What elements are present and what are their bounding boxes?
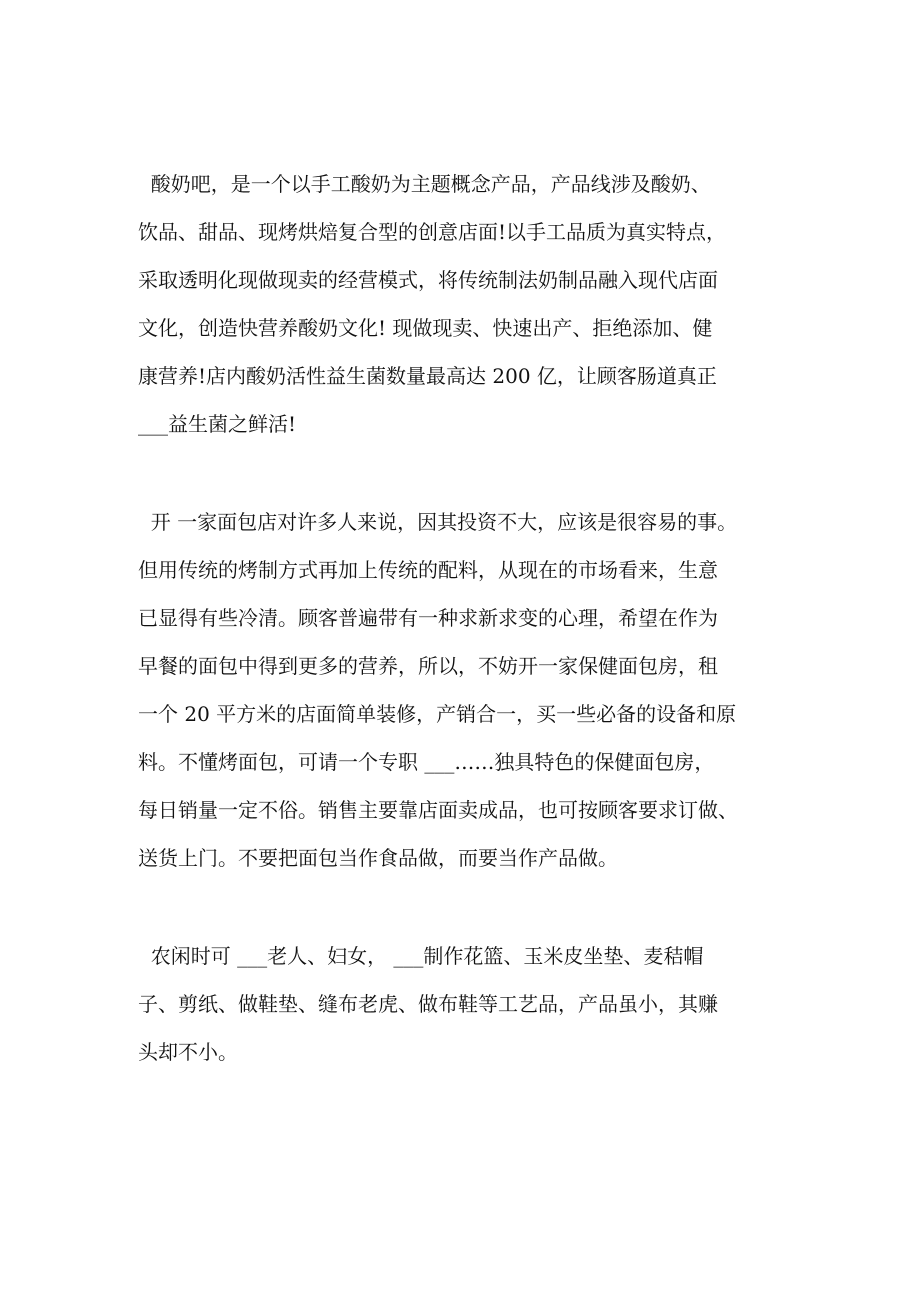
- paragraph-2-line-5: 一个 20 平方米的店面简单装修，产销合一，买一些必备的设备和原: [138, 702, 737, 726]
- paragraph-3-line-2: 子、剪纸、做鞋垫、缝布老虎、做布鞋等工艺品，产品虽小，其赚: [138, 992, 718, 1016]
- paragraph-3-line-3: 头却不小。: [138, 1040, 238, 1064]
- paragraph-2-line-1: 开 一家面包店对许多人来说，因其投资不大，应该是很容易的事。: [138, 510, 738, 534]
- paragraph-3-line-1: 农闲时可 ___老人、妇女， ___制作花篮、玉米皮坐垫、麦秸帽: [138, 944, 704, 968]
- paragraph-2-line-8: 送货上门。不要把面包当作食品做，而要当作产品做。: [138, 846, 618, 870]
- paragraph-1-line-3: 采取透明化现做现卖的经营模式，将传统制法奶制品融入现代店面: [138, 268, 718, 292]
- paragraph-2-line-4: 早餐的面包中得到更多的营养，所以，不妨开一家保健面包房，租: [138, 654, 718, 678]
- paragraph-1-line-1: 酸奶吧，是一个以手工酸奶为主题概念产品，产品线涉及酸奶、: [138, 172, 711, 196]
- paragraph-1-line-6: ___益生菌之鲜活!: [138, 412, 297, 436]
- paragraph-1-line-5: 康营养!店内酸奶活性益生菌数量最高达 200 亿，让顾客肠道真正: [138, 364, 717, 388]
- paragraph-2-line-3: 已显得有些冷清。顾客普遍带有一种求新求变的心理，希望在作为: [138, 606, 718, 630]
- paragraph-1-line-4: 文化，创造快营养酸奶文化! 现做现卖、快速出产、拒绝添加、健: [138, 316, 713, 340]
- paragraph-2-line-7: 每日销量一定不俗。销售主要靠店面卖成品，也可按顾客要求订做、: [138, 798, 738, 822]
- paragraph-2-line-2: 但用传统的烤制方式再加上传统的配料，从现在的市场看来，生意: [138, 558, 718, 582]
- paragraph-1-line-2: 饮品、甜品、现烤烘焙复合型的创意店面!以手工品质为真实特点，: [138, 220, 727, 244]
- paragraph-2-line-6: 料。不懂烤面包，可请一个专职 ___……独具特色的保健面包房，: [138, 750, 715, 774]
